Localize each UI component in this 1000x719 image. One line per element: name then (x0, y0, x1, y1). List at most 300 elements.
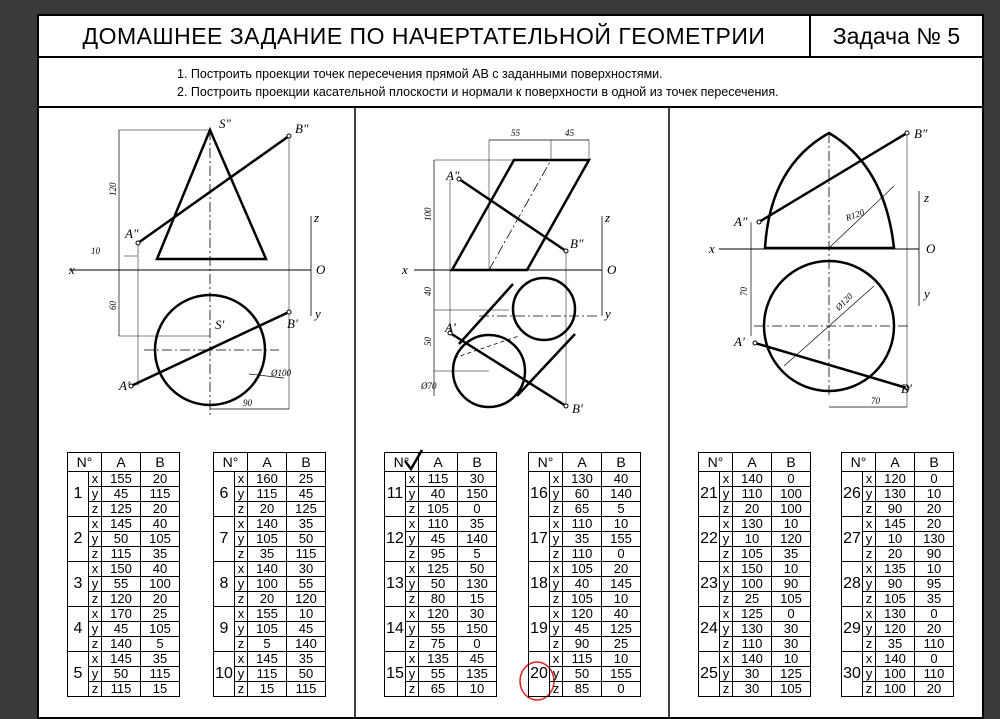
point-a-cell: 140 (102, 637, 141, 652)
axis-cell: x (550, 472, 563, 487)
sphere-label-x: x (709, 241, 715, 256)
axis-cell: z (720, 502, 733, 517)
axis-cell: z (406, 682, 419, 697)
variant-number: 27 (842, 517, 863, 562)
point-b-cell: 30 (772, 622, 811, 637)
point-b-cell: 0 (915, 472, 954, 487)
point-b-cell: 105 (141, 532, 180, 547)
table-row (529, 472, 641, 487)
cylinder-label-o: O (607, 262, 617, 277)
table-row (385, 652, 497, 667)
axis-cell: x (720, 607, 733, 622)
axis-cell: y (89, 667, 102, 682)
point-b-cell: 50 (287, 532, 326, 547)
cylinder-label-z: z (605, 210, 611, 225)
axis-cell: z (235, 637, 248, 652)
axis-cell: x (89, 562, 102, 577)
point-a-cell: 115 (563, 652, 602, 667)
point-a-cell: 120 (563, 607, 602, 622)
point-b-cell: 0 (915, 652, 954, 667)
axis-cell: x (720, 517, 733, 532)
point-a-cell: 55 (102, 577, 141, 592)
point-b-cell: 25 (602, 637, 641, 652)
point-a-cell: 50 (102, 532, 141, 547)
table-header-b: B (141, 453, 180, 472)
table-header-no: N° (529, 453, 563, 472)
point-a-cell: 115 (248, 667, 287, 682)
point-a-cell: 145 (876, 517, 915, 532)
point-a-cell: 105 (563, 562, 602, 577)
instruction-2: 2. Построить проекции касательной плоскости и нормали к поверхности в одной из точек пересечения. (177, 85, 779, 99)
variant-number: 20 (529, 652, 550, 697)
cylinder-dim-diam: Ø70 (421, 381, 437, 391)
axis-cell: y (550, 487, 563, 502)
axis-cell: y (235, 532, 248, 547)
point-b-cell: 35 (915, 592, 954, 607)
axis-cell: x (720, 562, 733, 577)
axis-cell: y (235, 667, 248, 682)
point-b-cell: 135 (458, 667, 497, 682)
point-b-cell: 10 (458, 682, 497, 697)
table-header-a: A (419, 453, 458, 472)
point-b-cell: 115 (287, 682, 326, 697)
axis-cell: y (550, 532, 563, 547)
cylinder-drawing (414, 140, 602, 408)
point-a-cell: 45 (102, 622, 141, 637)
point-b-cell: 100 (141, 577, 180, 592)
point-a-cell: 115 (102, 547, 141, 562)
table-header-no: N° (68, 453, 102, 472)
point-a-cell: 80 (419, 592, 458, 607)
point-b-cell: 125 (602, 622, 641, 637)
point-a-cell: 10 (733, 532, 772, 547)
point-b-cell: 110 (915, 667, 954, 682)
point-a-cell: 115 (248, 487, 287, 502)
point-b-cell: 140 (458, 532, 497, 547)
variants-table-6 (841, 452, 954, 697)
table-row (529, 607, 641, 622)
sphere-line-ab-front (759, 133, 907, 222)
point-a-cell: 25 (733, 592, 772, 607)
axis-cell: y (720, 487, 733, 502)
axis-cell: y (406, 577, 419, 592)
axis-cell: x (235, 562, 248, 577)
point-b-cell: 100 (772, 487, 811, 502)
page-title: ДОМАШНЕЕ ЗАДАНИЕ ПО НАЧЕРТАТЕЛЬНОЙ ГЕОМЕТРИИ (39, 16, 811, 56)
axis-cell: z (863, 502, 876, 517)
cylinder-dim-100: 100 (423, 207, 433, 221)
variant-number: 15 (385, 652, 406, 697)
axis-cell: z (235, 592, 248, 607)
point-b-cell: 35 (287, 652, 326, 667)
table-header-no: N° (385, 453, 419, 472)
cylinder-line-ab-front (459, 179, 566, 251)
cone-dim-120: 120 (108, 182, 118, 196)
axis-cell: y (235, 577, 248, 592)
axis-cell: z (406, 592, 419, 607)
table-header-b: B (458, 453, 497, 472)
variants-table-2 (213, 452, 326, 697)
sphere-label-b1: B' (901, 381, 912, 396)
point-a-cell: 100 (733, 577, 772, 592)
point-b-cell: 0 (458, 502, 497, 517)
point-a-cell: 145 (102, 652, 141, 667)
cylinder-dim-55: 55 (511, 128, 520, 138)
point-a-cell: 100 (248, 577, 287, 592)
point-b-cell: 130 (915, 532, 954, 547)
table-row (68, 607, 180, 622)
axis-cell: z (720, 592, 733, 607)
sphere-front-view (765, 133, 894, 248)
table-header-no: N° (699, 453, 733, 472)
point-a-cell: 150 (102, 562, 141, 577)
table-header-a: A (248, 453, 287, 472)
axis-cell: z (720, 682, 733, 697)
point-a-cell: 30 (733, 667, 772, 682)
point-a-cell: 40 (419, 487, 458, 502)
table-row (842, 517, 954, 532)
point-b-cell: 10 (915, 562, 954, 577)
point-a-cell: 125 (102, 502, 141, 517)
axis-cell: z (863, 682, 876, 697)
axis-cell: y (863, 532, 876, 547)
cylinder-top-end (513, 278, 575, 340)
point-a-cell: 155 (102, 472, 141, 487)
table-header-no: N° (214, 453, 248, 472)
point-a-cell: 30 (733, 682, 772, 697)
point-a-cell: 130 (876, 487, 915, 502)
variant-number: 8 (214, 562, 235, 607)
point-b-cell: 90 (772, 577, 811, 592)
cone-label-s1: S' (215, 317, 225, 332)
instruction-1: 1. Построить проекции точек пересечения прямой AB с заданными поверхностями. (177, 67, 663, 81)
point-a-cell: 140 (733, 472, 772, 487)
sphere-label-a1: A' (734, 334, 745, 349)
axis-cell: x (550, 562, 563, 577)
axis-cell: x (720, 472, 733, 487)
variant-number: 17 (529, 517, 550, 562)
axis-cell: x (406, 652, 419, 667)
variant-number: 7 (214, 517, 235, 562)
axis-cell: x (550, 652, 563, 667)
point-a-cell: 140 (733, 652, 772, 667)
point-a-cell: 120 (876, 472, 915, 487)
axis-cell: y (720, 577, 733, 592)
point-a-cell: 20 (248, 502, 287, 517)
axis-cell: z (89, 682, 102, 697)
axis-cell: y (406, 532, 419, 547)
point-b-cell: 145 (602, 577, 641, 592)
cylinder-dim-40: 40 (423, 287, 433, 296)
point-a-cell: 105 (248, 622, 287, 637)
point-b-cell: 55 (287, 577, 326, 592)
cylinder-label-a1: A' (445, 320, 456, 335)
point-a-cell: 145 (248, 652, 287, 667)
point-a-cell: 110 (419, 517, 458, 532)
point-b-cell: 10 (602, 592, 641, 607)
axis-cell: z (235, 682, 248, 697)
cylinder-dimensions (420, 128, 575, 391)
point-b-cell: 140 (287, 637, 326, 652)
point-b-cell: 10 (915, 487, 954, 502)
point-a-cell: 135 (876, 562, 915, 577)
point-a-cell: 120 (419, 607, 458, 622)
cone-labels (68, 116, 326, 393)
cylinder-front-view (452, 160, 589, 270)
point-a-cell: 35 (876, 637, 915, 652)
cone-label-a1: A' (119, 378, 130, 393)
table-row (699, 652, 811, 667)
point-b-cell: 20 (141, 502, 180, 517)
cone-front-view (157, 130, 266, 259)
table-row (214, 517, 326, 532)
point-b-cell: 25 (287, 472, 326, 487)
point-a-cell: 160 (248, 472, 287, 487)
point-a-cell: 140 (248, 517, 287, 532)
cone-dim-10: 10 (91, 246, 100, 256)
axis-cell: x (406, 517, 419, 532)
sphere-dim-r: R120 (844, 206, 866, 223)
task-number: Задача № 5 (832, 23, 961, 49)
point-a-cell: 60 (563, 487, 602, 502)
point-a-cell: 100 (876, 682, 915, 697)
point-b-cell: 0 (602, 547, 641, 562)
point-b-cell: 35 (458, 517, 497, 532)
point-b-cell: 20 (602, 562, 641, 577)
variant-number: 29 (842, 607, 863, 652)
point-b-cell: 40 (602, 607, 641, 622)
point-a-cell: 40 (563, 577, 602, 592)
axis-cell: x (863, 472, 876, 487)
cylinder-labels (401, 168, 617, 416)
table-row (385, 562, 497, 577)
axis-cell: x (89, 472, 102, 487)
table-row (214, 652, 326, 667)
axis-cell: y (550, 667, 563, 682)
variant-number: 25 (699, 652, 720, 697)
point-a-cell: 140 (876, 652, 915, 667)
point-a-cell: 105 (419, 502, 458, 517)
point-a-cell: 105 (563, 592, 602, 607)
axis-cell: x (235, 517, 248, 532)
point-b-cell: 150 (458, 487, 497, 502)
axis-cell: y (406, 667, 419, 682)
point-a-cell: 45 (563, 622, 602, 637)
axis-cell: x (235, 472, 248, 487)
table-header-a: A (563, 453, 602, 472)
axis-cell: z (550, 682, 563, 697)
cone-label-o: O (316, 262, 326, 277)
point-a-cell: 135 (419, 652, 458, 667)
variant-number: 21 (699, 472, 720, 517)
point-a-cell: 130 (733, 517, 772, 532)
cone-line-ab-front (138, 136, 289, 243)
point-b-cell: 35 (287, 517, 326, 532)
point-a-cell: 140 (248, 562, 287, 577)
axis-cell: y (550, 577, 563, 592)
table-row (529, 652, 641, 667)
table-row (385, 517, 497, 532)
point-a-cell: 90 (876, 502, 915, 517)
point-a-cell: 65 (563, 502, 602, 517)
axis-cell: z (863, 592, 876, 607)
variant-number: 16 (529, 472, 550, 517)
variants-table-5 (698, 452, 811, 697)
cone-label-s2: S" (219, 116, 231, 131)
point-b-cell: 20 (915, 622, 954, 637)
table-row (699, 517, 811, 532)
point-b-cell: 150 (458, 622, 497, 637)
axis-cell: x (550, 517, 563, 532)
point-b-cell: 0 (772, 472, 811, 487)
point-b-cell: 105 (141, 622, 180, 637)
point-a-cell: 20 (876, 547, 915, 562)
point-a-cell: 5 (248, 637, 287, 652)
sphere-dim-70a: 70 (739, 287, 749, 296)
cylinder-label-y: y (605, 306, 611, 321)
point-b-cell: 115 (287, 547, 326, 562)
point-b-cell: 115 (141, 667, 180, 682)
cylinder-label-b2: B" (570, 236, 584, 251)
point-a-cell: 45 (419, 532, 458, 547)
variant-number: 4 (68, 607, 89, 652)
point-b-cell: 5 (602, 502, 641, 517)
table-header-b: B (915, 453, 954, 472)
variant-number: 19 (529, 607, 550, 652)
point-b-cell: 30 (458, 472, 497, 487)
point-a-cell: 105 (733, 547, 772, 562)
point-a-cell: 110 (733, 637, 772, 652)
table-row (68, 472, 180, 487)
point-a-cell: 50 (563, 667, 602, 682)
cone-label-b1: B' (287, 316, 298, 331)
cone-dimensions (91, 182, 291, 408)
point-a-cell: 105 (248, 532, 287, 547)
point-b-cell: 20 (915, 502, 954, 517)
axis-cell: x (863, 562, 876, 577)
point-b-cell: 10 (287, 607, 326, 622)
point-a-cell: 115 (419, 472, 458, 487)
axis-cell: x (406, 472, 419, 487)
axis-cell: z (89, 592, 102, 607)
variant-number: 5 (68, 652, 89, 697)
point-b-cell: 30 (458, 607, 497, 622)
variants-table-3 (384, 452, 497, 697)
point-b-cell: 140 (602, 487, 641, 502)
point-a-cell: 125 (733, 607, 772, 622)
variant-number: 30 (842, 652, 863, 697)
point-b-cell: 15 (141, 682, 180, 697)
cone-label-x: x (69, 262, 75, 277)
sphere-drawing (719, 131, 919, 407)
axis-cell: x (235, 607, 248, 622)
axis-cell: y (720, 622, 733, 637)
sphere-label-y: y (924, 286, 930, 301)
axis-cell: z (550, 637, 563, 652)
point-b-cell: 15 (458, 592, 497, 607)
axis-cell: y (89, 487, 102, 502)
sphere-label-a2: A" (734, 214, 748, 229)
axis-cell: x (89, 517, 102, 532)
point-b-cell: 40 (141, 517, 180, 532)
point-b-cell: 45 (458, 652, 497, 667)
point-a-cell: 20 (248, 592, 287, 607)
point-b-cell: 115 (141, 487, 180, 502)
table-header-no: N° (842, 453, 876, 472)
point-b-cell: 155 (602, 532, 641, 547)
point-a-cell: 20 (733, 502, 772, 517)
table-row (214, 607, 326, 622)
point-b-cell: 0 (458, 637, 497, 652)
point-b-cell: 50 (458, 562, 497, 577)
point-b-cell: 20 (915, 517, 954, 532)
point-b-cell: 105 (772, 682, 811, 697)
axis-cell: z (406, 637, 419, 652)
point-b-cell: 20 (141, 472, 180, 487)
point-b-cell: 130 (458, 577, 497, 592)
point-b-cell: 50 (287, 667, 326, 682)
sphere-dim-diam: Ø120 (833, 291, 855, 313)
point-b-cell: 95 (915, 577, 954, 592)
variant-number: 28 (842, 562, 863, 607)
assignment-sheet (37, 14, 984, 719)
axis-cell: y (89, 622, 102, 637)
point-b-cell: 10 (602, 652, 641, 667)
point-a-cell: 130 (733, 622, 772, 637)
variant-number: 2 (68, 517, 89, 562)
point-b-cell: 105 (772, 592, 811, 607)
point-a-cell: 55 (419, 667, 458, 682)
axis-cell: z (235, 502, 248, 517)
axis-cell: y (235, 622, 248, 637)
point-a-cell: 145 (102, 517, 141, 532)
axis-cell: z (720, 637, 733, 652)
point-a-cell: 10 (876, 532, 915, 547)
point-a-cell: 105 (876, 592, 915, 607)
table-header-a: A (876, 453, 915, 472)
point-b-cell: 20 (915, 682, 954, 697)
point-a-cell: 100 (876, 667, 915, 682)
point-b-cell: 125 (287, 502, 326, 517)
axis-cell: z (550, 592, 563, 607)
axis-cell: x (406, 607, 419, 622)
axis-cell: y (863, 577, 876, 592)
table-row (842, 562, 954, 577)
axis-cell: y (863, 487, 876, 502)
axis-cell: z (406, 547, 419, 562)
point-a-cell: 50 (102, 667, 141, 682)
table-row (214, 562, 326, 577)
point-b-cell: 0 (772, 607, 811, 622)
axis-cell: y (720, 667, 733, 682)
axis-cell: y (406, 622, 419, 637)
point-a-cell: 90 (563, 637, 602, 652)
cylinder-label-b1: B' (572, 401, 583, 416)
point-a-cell: 110 (563, 517, 602, 532)
sphere-label-z: z (924, 190, 930, 205)
axis-cell: y (406, 487, 419, 502)
point-a-cell: 50 (419, 577, 458, 592)
point-a-cell: 45 (102, 487, 141, 502)
axis-cell: z (720, 547, 733, 562)
axis-cell: y (863, 622, 876, 637)
table-header-a: A (102, 453, 141, 472)
axis-cell: z (89, 547, 102, 562)
cone-dim-diam: Ø100 (271, 368, 291, 378)
cylinder-label-a2: A" (446, 168, 460, 183)
axis-cell: y (863, 667, 876, 682)
variant-number: 14 (385, 607, 406, 652)
